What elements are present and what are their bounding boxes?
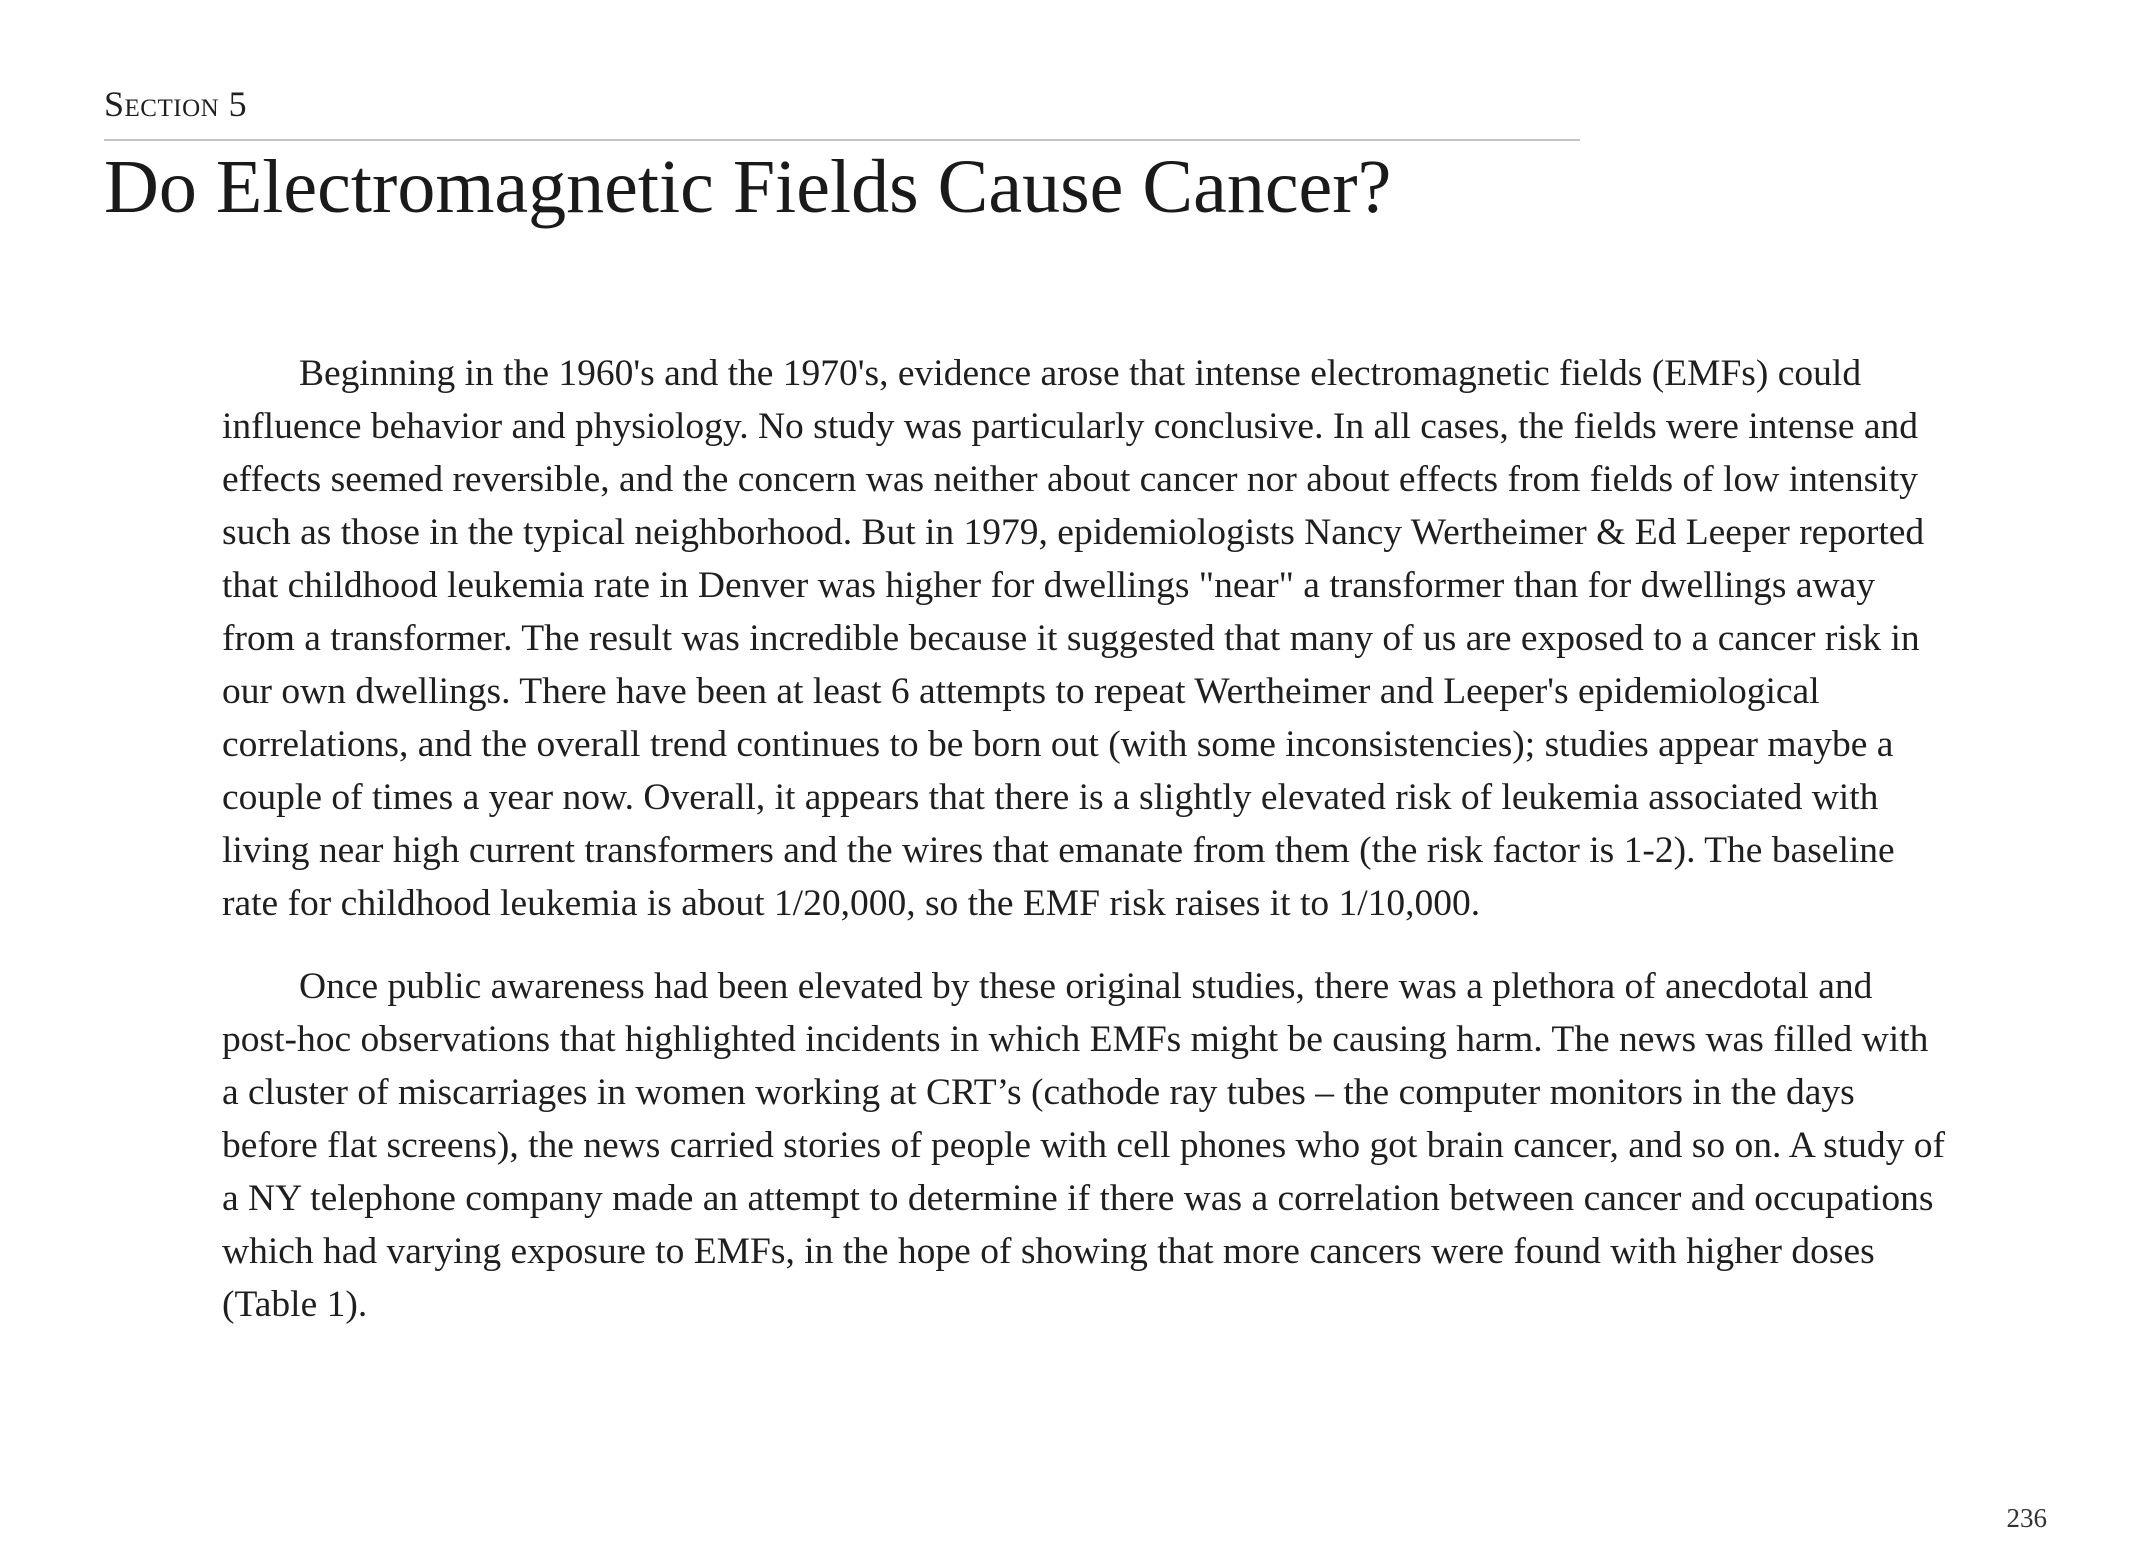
section-label: Section 5 bbox=[104, 84, 248, 124]
page-title: Do Electromagnetic Fields Cause Cancer? bbox=[104, 145, 1392, 229]
body-text bbox=[222, 347, 1947, 1331]
paragraph-1: Beginning in the 1960's and the 1970's, evidence arose that intense electromagnetic fields (EMFs) could influence behavior and physiology. No study was particularly conclusive. In all cases, the fields were intense and effects seemed reversible, and the concern was neither about cancer nor about effects from fields of low intensity such as those in the typical neighborhood. But in 1979, epidemiologists Nancy Wertheimer & Ed Leeper reported that childhood leukemia rate in Denver was higher for dwellings "near" a transformer than for dwellings away from a transformer. The result was incredible because it suggested that many of us are exposed to a cancer risk in our own dwellings. There have been at least 6 attempts to repeat Wertheimer and Leeper's epidemiological correlations, and the overall trend continues to be born out (with some inconsistencies); studies appear maybe a couple of times a year now. Overall, it appears that there is a slightly elevated risk of leukemia associated with living near high current transformers and the wires that emanate from them (the risk factor is 1-2). The baseline rate for childhood leukemia is about 1/20,000, so the EMF risk raises it to 1/10,000. bbox=[222, 353, 1925, 924]
paragraph-2: Once public awareness had been elevated by these original studies, there was a plethora of anecdotal and post-hoc observations that highlighted incidents in which EMFs might be causing harm. The news was filled with a cluster of miscarriages in women working at CRT’s (cathode ray tubes – the computer monitors in the days before flat screens), the news carried stories of people with cell phones who got brain cancer, and so on. A study of a NY telephone company made an attempt to determine if there was a correlation between cancer and occupations which had varying exposure to EMFs, in the hope of showing that more cancers were found with higher doses (Table 1). bbox=[222, 966, 1945, 1325]
section-divider bbox=[104, 139, 1580, 141]
page-number: 236 bbox=[2006, 1503, 2047, 1533]
